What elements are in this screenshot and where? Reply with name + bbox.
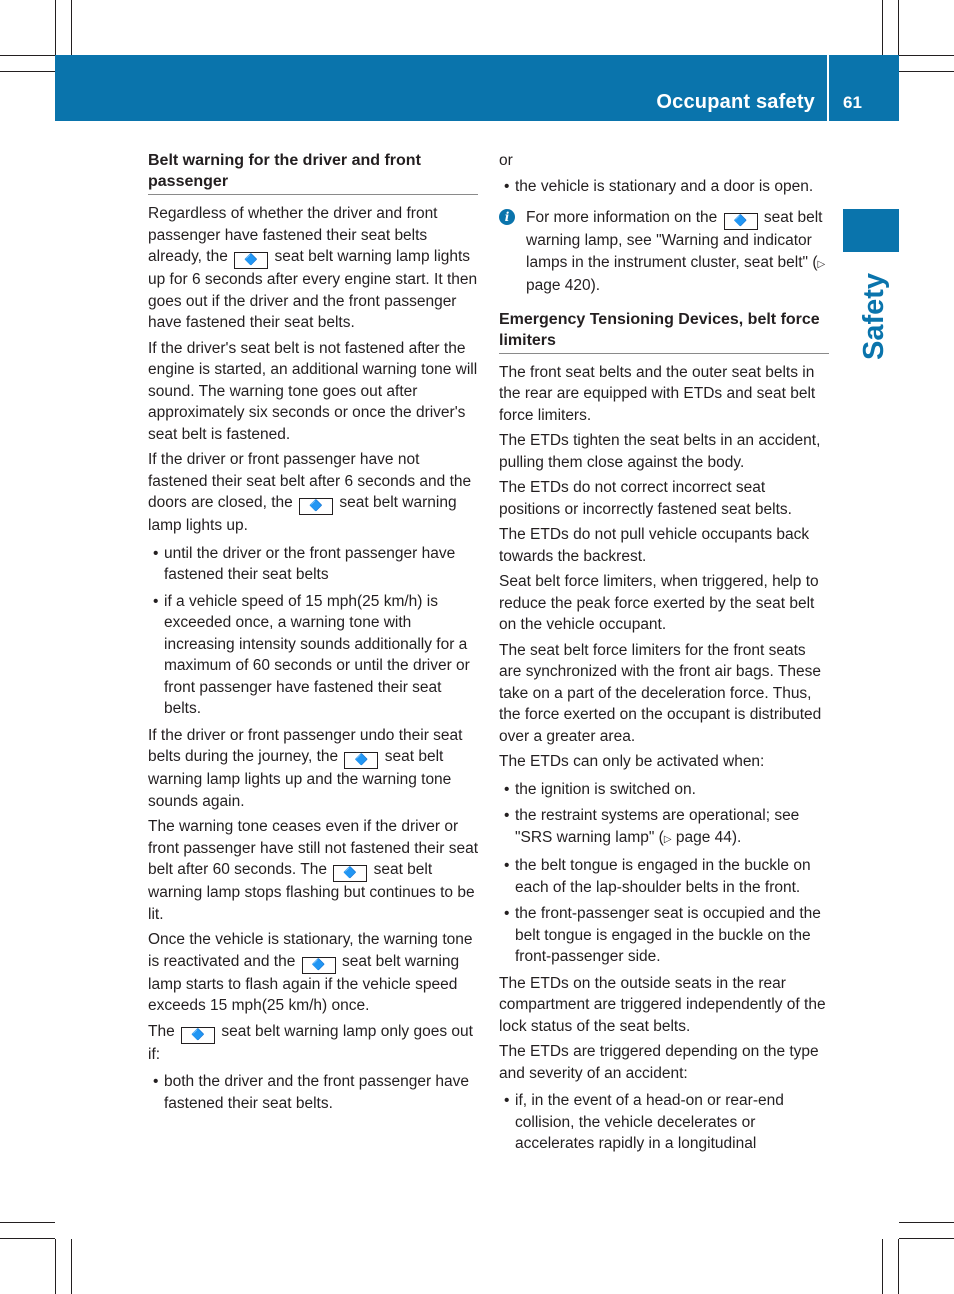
seat-belt-warning-lamp-icon: 🔷: [344, 752, 378, 769]
paragraph: The ETDs tighten the seat belts in an accident, pulling them close against the body.: [499, 432, 821, 471]
list-item: • if a vehicle speed of 15 mph(25 km/h) is exceeded once, a warning tone with increasing intensity sounds additionally for a maximum of 60 seconds or until the driver or front passenger have fastened their seat belts.: [148, 591, 478, 720]
bullet-list: [499, 779, 829, 968]
seat-belt-warning-lamp-icon: 🔷: [234, 252, 268, 269]
paragraph: Once the vehicle is stationary, the warning tone is reactivated and the 🔷 seat belt warning lamp starts to flash again if the vehicle speed exceeds 15 mph(25 km/h) once.: [148, 931, 473, 1014]
paragraph: Seat belt force limiters, when triggered, help to reduce the peak force exerted by the seat belt on the vehicle occupant.: [499, 573, 819, 633]
list-item: • until the driver or the front passenger have fastened their seat belts: [148, 543, 478, 586]
paragraph: The ETDs can only be activated when:: [499, 753, 765, 770]
crop-mark: [898, 1239, 899, 1294]
paragraph: or: [499, 152, 513, 169]
bullet-list: [148, 543, 478, 720]
list-item: • the restraint systems are operational; see "SRS warning lamp" (▷ page 44).: [499, 805, 829, 850]
paragraph: If the driver or front passenger have not fastened their seat belt after 6 seconds and the doors are closed, the 🔷 seat belt warning lamp lights up.: [148, 451, 472, 534]
paragraph: The ETDs do not pull vehicle occupants back towards the backrest.: [499, 526, 810, 565]
list-item: • if, in the event of a head-on or rear-end collision, the vehicle decelerates or accelerates rapidly in a longitudinal: [499, 1090, 829, 1155]
seat-belt-warning-lamp-icon: 🔷: [299, 498, 333, 515]
paragraph: The front seat belts and the outer seat belts in the rear are equipped with ETDs and seat belt force limiters.: [499, 363, 816, 424]
chapter-tab: [843, 209, 899, 252]
triangle-right-icon: ▷: [817, 258, 826, 270]
section-title: Occupant safety: [656, 91, 815, 113]
list-item: • the ignition is switched on.: [499, 779, 829, 801]
crop-mark: [882, 0, 883, 55]
left-column: [148, 150, 478, 1119]
crop-mark: [71, 1239, 72, 1294]
info-icon: i: [499, 209, 515, 225]
header-divider: [827, 55, 829, 121]
paragraph: The ETDs on the outside seats in the rear compartment are triggered independently of the lock status of the seat belts.: [499, 974, 826, 1035]
right-column: [499, 150, 829, 1160]
crop-mark: [71, 0, 72, 55]
section-heading: Emergency Tensioning Devices, belt force limiters: [499, 309, 829, 354]
paragraph: The ETDs do not correct incorrect seat positions or incorrectly fastened seat belts.: [499, 479, 792, 518]
crop-mark: [0, 1222, 55, 1223]
list-item: • the front-passenger seat is occupied and the belt tongue is engaged in the buckle on the front-passenger side.: [499, 903, 829, 968]
page-number: 61: [843, 93, 862, 112]
triangle-right-icon: ▷: [663, 833, 672, 845]
crop-mark: [899, 1238, 954, 1239]
list-item: • the belt tongue is engaged in the buckle on each of the lap-shoulder belts in the front.: [499, 855, 829, 898]
seat-belt-warning-lamp-icon: 🔷: [302, 957, 336, 974]
paragraph: Regardless of whether the driver and front passenger have fastened their seat belts already, the 🔷 seat belt warning lamp lights up for 6 seconds after every engine start. It then goes out if the driver and the front passenger have fastened their seat belts.: [148, 205, 478, 331]
seat-belt-warning-lamp-icon: 🔷: [181, 1027, 215, 1044]
crop-mark: [899, 55, 954, 56]
crop-mark: [55, 0, 56, 55]
bullet-list: [499, 176, 829, 198]
paragraph: The ETDs are triggered depending on the type and severity of an accident:: [499, 1043, 819, 1082]
bullet-list: [499, 1090, 829, 1155]
paragraph: If the driver or front passenger undo their seat belts during the journey, the 🔷 seat belt warning lamp lights up and the warning tone sounds again.: [148, 726, 463, 810]
paragraph: The warning tone ceases even if the driver or front passenger have still not fastened their seat belt after 60 seconds. The 🔷 seat belt warning lamp stops flashing but continues to be lit.: [148, 818, 479, 923]
crop-mark: [899, 1222, 954, 1223]
crop-mark: [0, 71, 55, 72]
crop-mark: [0, 1238, 55, 1239]
bullet-list: [148, 1071, 478, 1114]
paragraph: The seat belt force limiters for the front seats are synchronized with the front air bags. These take on a part of the deceleration force. Thus, the force exerted on the occupant is distributed over a greater area.: [499, 641, 822, 745]
list-item: • both the driver and the front passenger have fastened their seat belts.: [148, 1071, 478, 1114]
paragraph: The 🔷 seat belt warning lamp only goes out if:: [148, 1022, 473, 1063]
chapter-label: Safety: [858, 272, 891, 360]
crop-mark: [899, 71, 954, 72]
crop-mark: [882, 1239, 883, 1294]
crop-mark: [55, 1239, 56, 1294]
crop-mark: [898, 0, 899, 55]
seat-belt-warning-lamp-icon: 🔷: [724, 213, 758, 230]
section-heading: Belt warning for the driver and front passenger: [148, 150, 478, 195]
list-item: • the vehicle is stationary and a door is open.: [499, 176, 829, 198]
seat-belt-warning-lamp-icon: 🔷: [333, 865, 367, 882]
crop-mark: [0, 55, 55, 56]
page-header: [55, 55, 899, 121]
paragraph: If the driver's seat belt is not fastened after the engine is started, an additional warning tone will sound. The warning tone goes out after approximately six seconds or once the driver's seat belt is fastened.: [148, 339, 478, 443]
info-note: i For more information on the 🔷 seat belt warning lamp, see "Warning and indicator lamps in the instrument cluster, seat belt" (▷ page 420).: [499, 207, 829, 297]
